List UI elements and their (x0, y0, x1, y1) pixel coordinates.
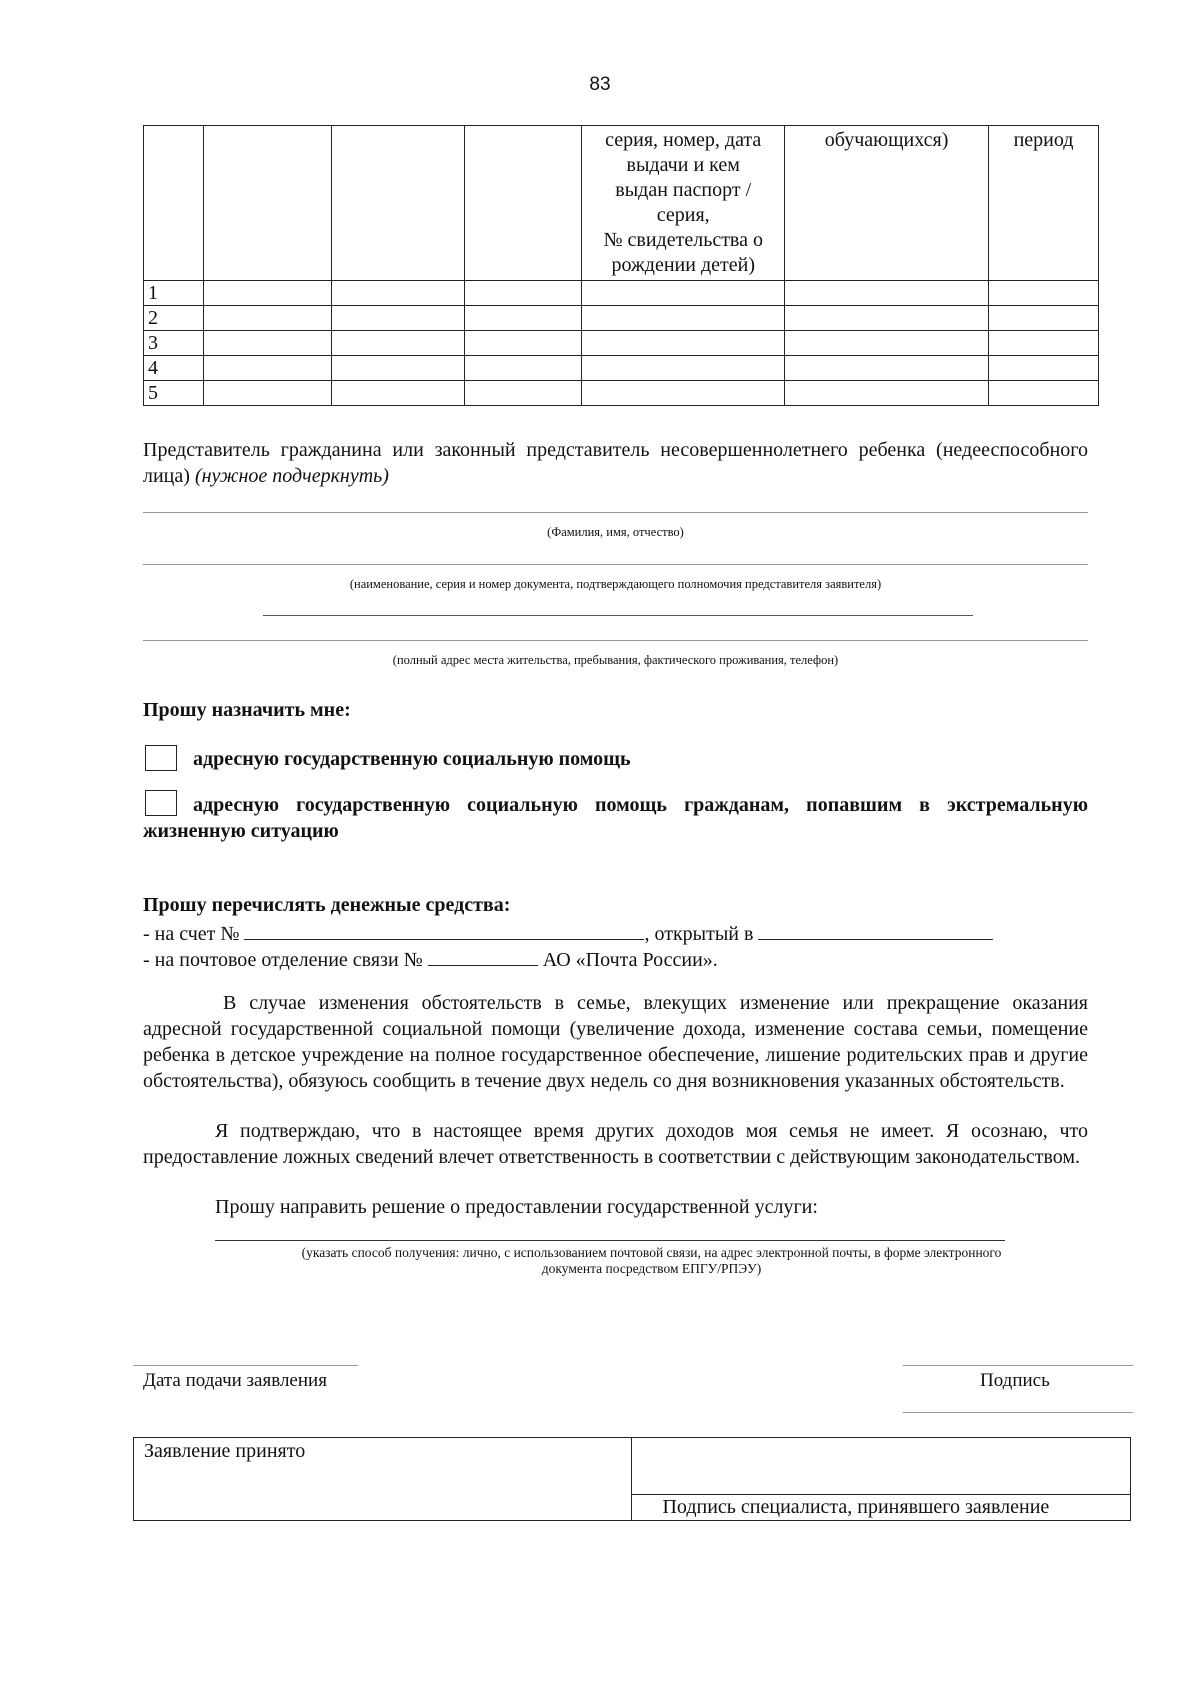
signature-label: Подпись (980, 1370, 1050, 1391)
header-line: серия, (656, 204, 710, 226)
method-caption-line: (указать способ получения: лично, с использованием почтовой связи, на адрес электронной почты, в форме электронного (301, 1245, 1002, 1260)
table-cell[interactable] (465, 306, 582, 331)
table-cell[interactable] (331, 331, 465, 356)
postal-row (143, 945, 718, 973)
address-line-1[interactable] (263, 615, 973, 616)
header-cell (331, 126, 465, 281)
document-caption: (наименование, серия и номер документа, подтверждающего полномочия представителя заявителя) (349, 577, 882, 591)
postal-suffix: АО «Почта России». (542, 949, 718, 971)
table-row (144, 306, 1099, 331)
table-cell[interactable] (331, 381, 465, 406)
row-number: 1 (144, 281, 204, 306)
table-cell[interactable] (203, 381, 331, 406)
table-cell[interactable] (331, 281, 465, 306)
table-cell[interactable] (989, 281, 1099, 306)
table-cell[interactable] (989, 381, 1099, 406)
table-cell[interactable] (203, 281, 331, 306)
accepted-cell (134, 1438, 632, 1521)
table-cell[interactable] (582, 331, 785, 356)
table-header-row (144, 126, 1099, 281)
request-heading: Прошу назначить мне: (143, 699, 351, 721)
representative-text (143, 437, 1088, 489)
account-row (143, 919, 993, 947)
row-number: 5 (144, 381, 204, 406)
table-cell[interactable] (465, 331, 582, 356)
table-cell[interactable] (465, 381, 582, 406)
signature-line-2[interactable] (903, 1412, 1133, 1413)
header-line: № свидетельства о (603, 229, 763, 251)
table-cell[interactable] (582, 306, 785, 331)
table-cell[interactable] (989, 356, 1099, 381)
representative-label: Представитель гражданина или законный представитель несовершеннолетнего ребенка (недееспособного лица) (143, 439, 1088, 487)
header-cell (465, 126, 582, 281)
table-cell[interactable] (203, 356, 331, 381)
row-number: 3 (144, 331, 204, 356)
transfer-heading: Прошу перечислять денежные средства: (143, 894, 511, 916)
postal-office-field[interactable] (428, 945, 538, 966)
table-row (144, 331, 1099, 356)
bank-name-field[interactable] (758, 919, 993, 940)
specialist-signature-field[interactable] (632, 1438, 1131, 1495)
table-cell[interactable] (989, 331, 1099, 356)
table-cell[interactable] (582, 381, 785, 406)
table-cell[interactable] (331, 356, 465, 381)
table-cell[interactable] (785, 331, 989, 356)
row-number: 2 (144, 306, 204, 331)
postal-prefix: - на почтовое отделение связи № (143, 949, 423, 971)
header-cell-students: обучающихся) (785, 126, 989, 281)
signature-line[interactable] (903, 1365, 1133, 1366)
table-cell[interactable] (582, 356, 785, 381)
table-cell[interactable] (785, 356, 989, 381)
account-number-field[interactable] (244, 919, 644, 940)
method-caption (215, 1245, 1088, 1277)
address-caption: (полный адрес места жительства, пребывания, фактического проживания, телефон) (392, 653, 839, 667)
header-cell (144, 126, 204, 281)
table-cell[interactable] (785, 306, 989, 331)
header-cell-period: период (989, 126, 1099, 281)
header-cell-document (582, 126, 785, 281)
option-1-label: адресную государственную социальную помощь (193, 748, 631, 770)
date-label: Дата подачи заявления (143, 1370, 327, 1391)
table-row (144, 356, 1099, 381)
account-bank-label: , открытый в (644, 923, 754, 945)
table-cell[interactable] (785, 281, 989, 306)
table-row (144, 381, 1099, 406)
row-number: 4 (144, 356, 204, 381)
table-cell[interactable] (582, 281, 785, 306)
table-cell[interactable] (331, 306, 465, 331)
acceptance-table (133, 1437, 1131, 1521)
date-line[interactable] (133, 1365, 358, 1366)
table-cell[interactable] (203, 331, 331, 356)
header-line: рождении детей) (611, 254, 755, 276)
header-line: выдан паспорт / (615, 179, 752, 201)
method-line[interactable] (215, 1240, 1005, 1241)
paragraph-circumstances: В случае изменения обстоятельств в семье, влекущих изменение или прекращение оказания адресной государственной социальной помощи (увеличение дохода, изменение состава семьи, помещение ребенка в детское учреждение на полное государственное обеспечение, лишение родительских прав и другие обстоятельства), обязуюсь сообщить в течение двух недель со дня возникновения указанных обстоятельств. (143, 992, 1088, 1092)
method-caption-line: документа посредством ЕПГУ/РПЭУ) (541, 1261, 762, 1276)
family-members-table (143, 125, 1099, 406)
table-cell[interactable] (465, 356, 582, 381)
accepted-label: Заявление принято (144, 1440, 306, 1462)
header-line: серия, номер, дата (605, 129, 762, 151)
checkbox-option-1[interactable] (145, 745, 177, 771)
fio-line[interactable] (143, 512, 1088, 513)
table-cell[interactable] (465, 281, 582, 306)
paragraph-confirmation: Я подтверждаю, что в настоящее время других доходов моя семья не имеет. Я осознаю, что предоставление ложных сведений влечет ответственность в соответствии с действующим законодательством. (143, 1120, 1088, 1168)
table-cell[interactable] (203, 306, 331, 331)
table-cell[interactable] (989, 306, 1099, 331)
table-row (144, 281, 1099, 306)
specialist-cell (632, 1495, 1131, 1521)
paragraph-decision: Прошу направить решение о предоставлении государственной услуги: (215, 1196, 818, 1218)
header-line: выдачи и кем (626, 154, 740, 176)
table-cell[interactable] (785, 381, 989, 406)
document-line[interactable] (143, 564, 1088, 565)
specialist-label: Подпись специалиста, принявшего заявление (662, 1496, 1050, 1519)
fio-caption: (Фамилия, имя, отчество) (547, 525, 684, 539)
page-number: 83 (589, 74, 611, 95)
option-2-label: адресную государственную социальную помощь гражданам, попавшим в экстремальную жизненную ситуацию (143, 794, 1088, 842)
account-prefix: - на счет № (143, 923, 240, 945)
address-line-2[interactable] (143, 640, 1088, 641)
header-cell (203, 126, 331, 281)
representative-note: (нужное подчеркнуть) (194, 465, 389, 487)
